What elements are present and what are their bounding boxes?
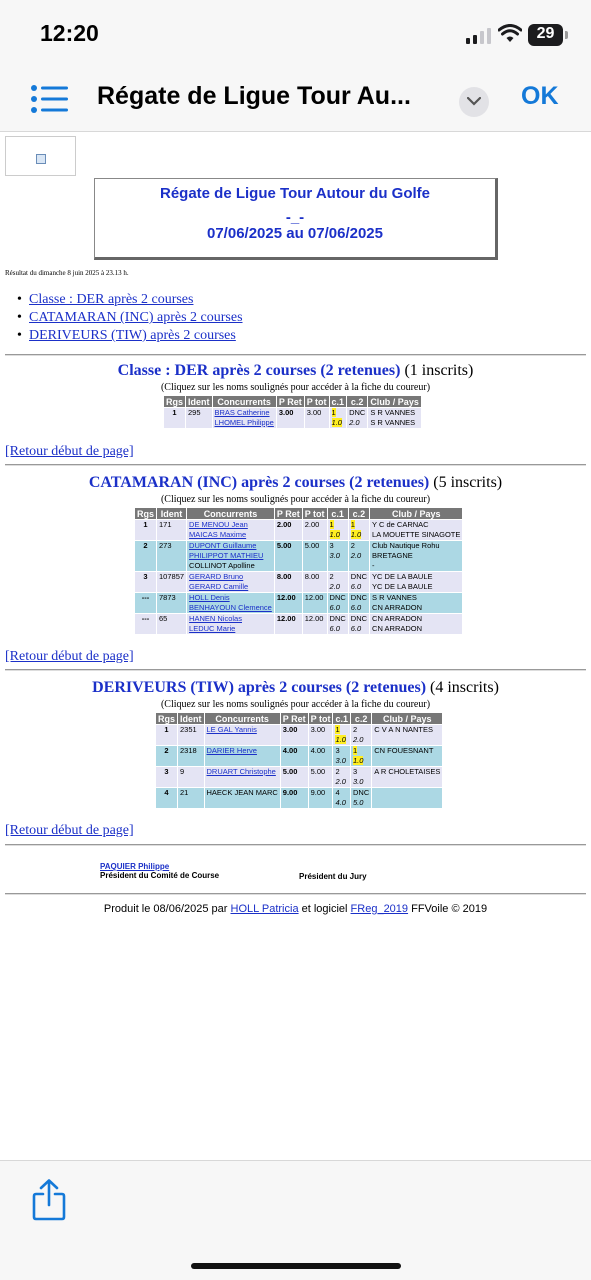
race-c1-cell: [333, 725, 351, 746]
race-score: 3.0: [352, 777, 364, 786]
race-c2-cell: [350, 788, 371, 809]
points-total-cell: 5.00: [308, 767, 333, 788]
divider: [5, 354, 586, 356]
race-score: 6.0: [350, 603, 362, 612]
ident-cell: 171: [157, 520, 187, 541]
back-to-top-link[interactable]: [Retour début de page]: [5, 444, 134, 459]
race-score: 3: [352, 767, 358, 776]
race-score: DNC: [329, 593, 346, 602]
table-row: [156, 746, 443, 767]
competitor-name-link[interactable]: HOLL Denis: [189, 593, 230, 602]
results-table-tiw: [155, 712, 443, 809]
column-header: Concurrents: [212, 396, 276, 408]
nav-bar: [0, 64, 591, 132]
column-header: Club / Pays: [372, 713, 443, 725]
race-score: 3.0: [329, 551, 340, 560]
points-retained-cell: 3.00: [280, 725, 308, 746]
list-icon[interactable]: [30, 84, 70, 114]
section-note: (Cliquez sur les noms soulignés pour accéder à la fiche du coureur): [160, 382, 431, 393]
regatta-subtitle: -_-: [285, 209, 305, 226]
club-cell: [372, 767, 443, 788]
names-cell: [212, 408, 276, 429]
race-score: 2: [352, 725, 358, 734]
section-title-tiw: DERIVEURS (TIW) après 2 courses (2 retenues) (4 inscrits): [92, 679, 499, 696]
race-score: 1.0: [350, 530, 362, 539]
column-header: Club / Pays: [368, 396, 422, 408]
club-cell: [372, 746, 443, 767]
rank-cell: ---: [135, 593, 157, 614]
race-score: 2: [335, 767, 340, 776]
rank-cell: ---: [135, 614, 157, 635]
competitor-name-link[interactable]: LE GAL Yannis: [206, 725, 257, 734]
logo-placeholder: [5, 136, 76, 176]
race-score: DNC: [350, 593, 368, 602]
race-c1-cell: [327, 614, 348, 635]
rank-cell: 3: [135, 572, 157, 593]
regatta-title: Régate de Ligue Tour Autour du Golfe: [160, 185, 430, 202]
points-total-cell: 8.00: [302, 572, 327, 593]
race-score: 6.0: [329, 603, 340, 612]
points-retained-cell: 9.00: [280, 788, 308, 809]
column-header: P tot: [302, 508, 327, 520]
race-score: 5.0: [352, 798, 364, 807]
ident-cell: 295: [186, 408, 213, 429]
president-committee-label: Président du Comité de Course: [100, 871, 220, 880]
race-score: DNC: [329, 614, 346, 623]
divider: [5, 669, 586, 671]
race-score: 1: [352, 746, 358, 755]
wifi-icon: [498, 24, 522, 44]
president-name-link[interactable]: PAQUIER Philippe: [100, 862, 170, 871]
column-header: c.1: [329, 396, 347, 408]
club-name: CN ARRADON: [372, 614, 423, 623]
points-retained-cell: 5.00: [280, 767, 308, 788]
table-header-row: [164, 396, 422, 408]
toc-item: [17, 309, 243, 327]
column-header: c.2: [348, 508, 369, 520]
race-score: DNC: [350, 572, 368, 581]
points-retained-cell: 8.00: [274, 572, 302, 593]
race-score: 2.0: [335, 777, 346, 786]
race-score: DNC: [352, 788, 370, 797]
regatta-dates: 07/06/2025 au 07/06/2025: [207, 225, 383, 242]
race-score: DNC: [350, 614, 368, 623]
club-cell: [370, 541, 463, 572]
points-retained-cell: 3.00: [276, 408, 304, 429]
section-title-inc: CATAMARAN (INC) après 2 courses (2 retenues) (5 inscrits): [88, 474, 503, 491]
race-score: 1.0: [335, 735, 346, 744]
competitor-name-link[interactable]: MAICAS Maxime: [189, 530, 247, 539]
column-header: Rgs: [156, 713, 178, 725]
section-title-der: Classe : DER après 2 courses (2 retenues) (1 inscrits): [117, 362, 474, 379]
points-retained-cell: 12.00: [274, 614, 302, 635]
club-name: S R VANNES: [370, 418, 416, 427]
race-c2-cell: [350, 725, 371, 746]
points-total-cell: 4.00: [308, 746, 333, 767]
points-total-cell: 2.00: [302, 520, 327, 541]
race-score: 1.0: [329, 530, 340, 539]
race-c1-cell: [327, 593, 348, 614]
column-header: Rgs: [164, 396, 186, 408]
names-cell: [187, 572, 275, 593]
points-retained-cell: 2.00: [274, 520, 302, 541]
column-header: Ident: [186, 396, 213, 408]
column-header: Concurrents: [187, 508, 275, 520]
club-cell: [370, 593, 463, 614]
rank-cell: 4: [156, 788, 178, 809]
web-content: [0, 133, 591, 1160]
club-name: YC DE LA BAULE: [372, 572, 433, 581]
race-c1-cell: [327, 572, 348, 593]
table-of-contents: [17, 291, 243, 345]
race-score: 6.0: [329, 624, 340, 633]
club-name: LA MOUETTE SINAGOTE: [372, 530, 461, 539]
president-committee: [100, 862, 219, 880]
regatta-title-box: [94, 178, 498, 260]
toc-item: [17, 291, 243, 309]
points-total-cell: 5.00: [302, 541, 327, 572]
club-name: S R VANNES: [370, 408, 416, 417]
club-name: CN ARRADON: [372, 624, 423, 633]
table-row: [135, 593, 463, 614]
ident-cell: 2351: [178, 725, 205, 746]
race-score: 4: [335, 788, 340, 797]
competitor-name-link[interactable]: LEDUC Marie: [189, 624, 236, 633]
race-score: 1: [329, 520, 334, 529]
race-score: 1: [331, 408, 336, 417]
race-c1-cell: [327, 541, 348, 572]
club-name: BRETAGNE: [372, 551, 413, 560]
table-row: [135, 572, 463, 593]
points-total-cell: 3.00: [304, 408, 329, 429]
back-to-top-link[interactable]: [Retour début de page]: [5, 823, 134, 838]
table-row: [135, 614, 463, 635]
race-c2-cell: [348, 593, 369, 614]
chevron-down-icon[interactable]: [459, 87, 489, 117]
race-score: 2.0: [349, 418, 360, 427]
bottom-toolbar: [0, 1160, 591, 1280]
race-score: 1.0: [331, 418, 342, 427]
column-header: P tot: [304, 396, 329, 408]
ident-cell: 9: [178, 767, 205, 788]
column-header: Club / Pays: [370, 508, 463, 520]
results-table-der: [163, 395, 422, 429]
column-header: c.1: [333, 713, 351, 725]
race-score: 2: [350, 541, 355, 550]
club-name: -: [372, 561, 375, 570]
competitor-name-link[interactable]: BRAS Catherine: [214, 408, 270, 417]
ident-cell: 273: [157, 541, 187, 572]
battery-icon: [528, 24, 568, 46]
club-name: YC DE LA BAULE: [372, 582, 433, 591]
column-header: P Ret: [276, 396, 304, 408]
rank-cell: 1: [156, 725, 178, 746]
race-c2-cell: [350, 746, 371, 767]
names-cell: [204, 767, 280, 788]
ident-cell: 21: [178, 788, 205, 809]
points-retained-cell: 5.00: [274, 541, 302, 572]
competitor-name-link[interactable]: DE MENOU Jean: [189, 520, 248, 529]
points-total-cell: 12.00: [302, 614, 327, 635]
points-retained-cell: 12.00: [274, 593, 302, 614]
competitor-name-link[interactable]: DARIER Herve: [206, 746, 257, 755]
rank-cell: 1: [164, 408, 186, 429]
competitor-name-link[interactable]: BENHAYOUN Clemence: [189, 603, 272, 612]
names-cell: [187, 541, 275, 572]
race-score: 2.0: [350, 551, 362, 560]
club-cell: [370, 614, 463, 635]
race-score: 3.0: [335, 756, 346, 765]
toc-item: [17, 327, 243, 345]
ident-cell: 107857: [157, 572, 187, 593]
table-row: [156, 788, 443, 809]
toc-link-der[interactable]: Classe : DER après 2 courses: [29, 292, 194, 307]
race-c2-cell: [348, 541, 369, 572]
competitor-name-link[interactable]: DRUART Christophe: [206, 767, 276, 776]
club-name: S R VANNES: [372, 593, 417, 602]
club-name: C V A N NANTES: [374, 725, 434, 734]
names-cell: [204, 746, 280, 767]
results-table-inc: [134, 507, 463, 635]
battery-level: 29: [536, 25, 555, 42]
race-c1-cell: [333, 788, 351, 809]
produced-by: Produit le 08/06/2025 par HOLL Patricia et logiciel FReg_2019 FFVoile © 2019: [103, 903, 488, 915]
cellular-signal-icon: [466, 28, 492, 44]
section-note: (Cliquez sur les noms soulignés pour accéder à la fiche du coureur): [160, 494, 431, 505]
race-score: 6.0: [350, 582, 362, 591]
race-c2-cell: [347, 408, 368, 429]
rank-cell: 2: [156, 746, 178, 767]
table-row: [135, 520, 463, 541]
toc-link-tiw[interactable]: DERIVEURS (TIW) après 2 courses: [29, 328, 236, 343]
author-link[interactable]: HOLL Patricia: [230, 903, 299, 915]
rank-cell: 2: [135, 541, 157, 572]
race-c1-cell: [333, 767, 351, 788]
competitor-name-link[interactable]: DUPONT Guillaume: [189, 541, 257, 550]
home-indicator: [191, 1263, 401, 1269]
table-row: [135, 541, 463, 572]
race-score: 2.0: [329, 582, 340, 591]
race-score: 2.0: [352, 735, 364, 744]
column-header: c.2: [347, 396, 368, 408]
divider: [5, 844, 586, 846]
points-total-cell: 9.00: [308, 788, 333, 809]
race-score: 3: [329, 541, 334, 550]
ident-cell: 7873: [157, 593, 187, 614]
status-bar: [0, 0, 591, 64]
column-header: Ident: [157, 508, 187, 520]
race-c2-cell: [348, 572, 369, 593]
column-header: c.2: [350, 713, 371, 725]
column-header: c.1: [327, 508, 348, 520]
section-note: (Cliquez sur les noms soulignés pour accéder à la fiche du coureur): [160, 699, 431, 710]
competitor-name-link[interactable]: GERARD Bruno: [189, 572, 244, 581]
column-header: P tot: [308, 713, 333, 725]
points-retained-cell: 4.00: [280, 746, 308, 767]
club-name: A R CHOLETAISES: [374, 767, 441, 776]
names-cell: [204, 788, 280, 809]
toc-link-inc[interactable]: CATAMARAN (INC) après 2 courses: [29, 310, 243, 325]
race-score: 1: [335, 725, 340, 734]
names-cell: [187, 520, 275, 541]
column-header: Ident: [178, 713, 205, 725]
race-c2-cell: [350, 767, 371, 788]
table-header-row: [135, 508, 463, 520]
ident-cell: 2318: [178, 746, 205, 767]
competitor-name-link[interactable]: HANEN Nicolas: [189, 614, 242, 623]
rank-cell: 1: [135, 520, 157, 541]
race-score: 3: [335, 746, 340, 755]
image-placeholder-icon: [36, 154, 46, 164]
table-header-row: [156, 713, 443, 725]
competitor-name-link[interactable]: LHOMEL Philippe: [214, 418, 274, 427]
race-c2-cell: [348, 520, 369, 541]
race-c1-cell: [327, 520, 348, 541]
result-date: Résultat du dimanche 8 juin 2025 à 23.13 h.: [5, 269, 129, 277]
race-score: 6.0: [350, 624, 362, 633]
points-total-cell: 12.00: [302, 593, 327, 614]
club-cell: [368, 408, 422, 429]
competitor-name-link: COLLINOT Apolline: [189, 561, 255, 570]
status-time: 12:20: [40, 20, 99, 46]
column-header: Concurrents: [204, 713, 280, 725]
club-cell: [372, 788, 443, 809]
race-score: DNC: [349, 408, 366, 417]
race-c1-cell: [329, 408, 347, 429]
competitor-name-link[interactable]: GERARD Camille: [189, 582, 249, 591]
club-name: CN FOUESNANT: [374, 746, 434, 755]
race-score: 2: [329, 572, 334, 581]
column-header: Rgs: [135, 508, 157, 520]
race-score: 1.0: [352, 756, 364, 765]
club-name: Club Nautique Rohu: [372, 541, 440, 550]
president-jury-label: Président du Jury: [299, 872, 367, 881]
divider: [5, 464, 586, 466]
competitor-name-link[interactable]: PHILIPPOT MATHIEU: [189, 551, 264, 560]
column-header: P Ret: [274, 508, 302, 520]
page-title: Régate de Ligue Tour Au...: [97, 82, 411, 110]
software-link[interactable]: FReg_2019: [350, 903, 409, 915]
rank-cell: 3: [156, 767, 178, 788]
club-name: Y C de CARNAC: [372, 520, 429, 529]
divider: [5, 893, 586, 895]
competitor-name-link: HAECK JEAN MARC: [206, 788, 278, 797]
names-cell: [187, 593, 275, 614]
race-score: 4.0: [335, 798, 346, 807]
race-score: 1: [350, 520, 355, 529]
race-c2-cell: [348, 614, 369, 635]
names-cell: [187, 614, 275, 635]
club-cell: [370, 520, 463, 541]
points-total-cell: 3.00: [308, 725, 333, 746]
back-to-top-link[interactable]: [Retour début de page]: [5, 649, 134, 664]
table-row: [156, 725, 443, 746]
club-name: CN ARRADON: [372, 603, 423, 612]
ident-cell: 65: [157, 614, 187, 635]
race-c1-cell: [333, 746, 351, 767]
share-icon[interactable]: [32, 1179, 66, 1221]
column-header: P Ret: [280, 713, 308, 725]
club-cell: [372, 725, 443, 746]
table-row: [164, 408, 422, 429]
club-cell: [370, 572, 463, 593]
table-row: [156, 767, 443, 788]
names-cell: [204, 725, 280, 746]
done-button[interactable]: OK: [521, 82, 559, 110]
